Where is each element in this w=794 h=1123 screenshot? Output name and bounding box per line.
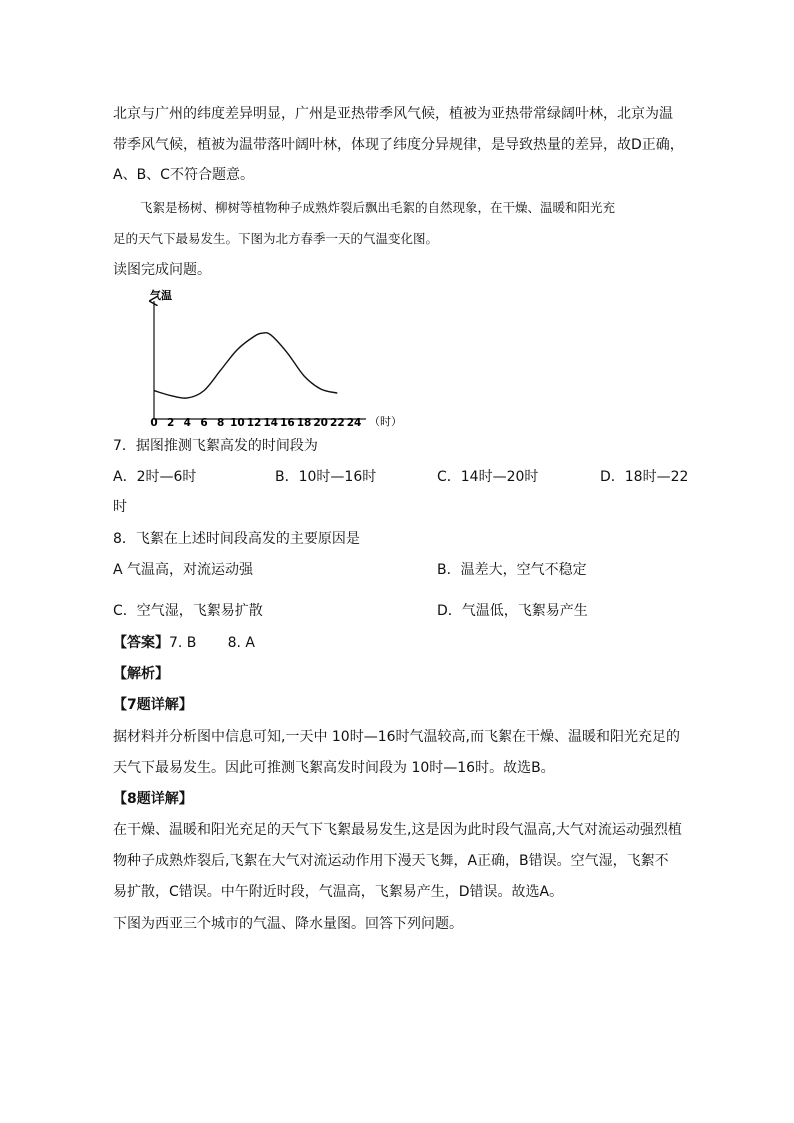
x-tick-label: 0 [150, 417, 158, 429]
q8-option-c: C．空气湿，飞絮易扩散 [113, 603, 263, 619]
answer-label: 【答案】 [113, 635, 169, 651]
temperature-line [154, 333, 337, 398]
paragraph-line: 带季风气候，植被为温带落叶阔叶林，体现了纬度分异规律，是导致热量的差异，故D正确， [113, 137, 684, 153]
detail-8-line: 在干燥、温暖和阳光充足的天气下飞絮最易发生,这是因为此时段气温高,大气对流运动强烈植 [113, 822, 682, 838]
question-8-stem: 8．飞絮在上述时间段高发的主要原因是 [113, 531, 360, 547]
material-line: 足的天气下最易发生。下图为北方春季一天的气温变化图。 [113, 231, 439, 246]
x-tick-label: 6 [200, 417, 208, 429]
x-tick-label: 12 [246, 417, 262, 429]
paragraph-line: A、B、C不符合题意。 [113, 167, 254, 183]
detail-7-line: 据材料并分析图中信息可知,一天中 10时—16时气温较高,而飞絮在干燥、温暖和阳光充足的 [113, 729, 680, 745]
q8-option-b: B．温差大，空气不稳定 [437, 562, 587, 578]
detail-7-label: 【7题详解】 [113, 697, 193, 713]
x-tick-label: 22 [330, 417, 345, 429]
paragraph-line: 北京与广州的纬度差异明显，广州是亚热带季风气候，植被为亚热带常绿阔叶林，北京为温 [113, 106, 673, 122]
x-tick-label: 2 [167, 417, 175, 429]
q7-option-d: D．18时—22 [600, 469, 689, 485]
x-tick-label: 4 [183, 417, 191, 429]
question-7-stem: 7．据图推测飞絮高发的时间段为 [113, 438, 318, 454]
x-axis-label: （时） [369, 415, 402, 428]
temperature-chart [140, 285, 410, 435]
detail-8-label: 【8题详解】 [113, 791, 193, 807]
q7-option-d-wrap: 时 [113, 499, 127, 515]
q8-option-d: D．气温低，飞絮易产生 [437, 603, 588, 619]
detail-8-line: 物种子成熟炸裂后,飞絮在大气对流运动作用下漫天飞舞，A正确，B错误。空气湿，飞絮不 [113, 853, 669, 869]
x-tick-label: 8 [217, 417, 225, 429]
x-tick-label: 20 [313, 417, 328, 429]
x-tick-label: 18 [296, 417, 312, 429]
answer-value: 7. B 8. A [169, 635, 255, 651]
y-axis-label: 气温 [150, 289, 172, 302]
answer-line [113, 633, 683, 653]
x-tick-label: 24 [346, 417, 362, 429]
analysis-label: 【解析】 [113, 666, 169, 682]
material-line: 飞絮是杨树、柳树等植物种子成熟炸裂后飘出毛絮的自然现象，在干燥、温暖和阳光充 [140, 200, 616, 215]
q8-option-a: A 气温高，对流运动强 [113, 562, 254, 578]
next-question-intro: 下图为西亚三个城市的气温、降水量图。回答下列问题。 [113, 916, 463, 932]
x-tick-label: 10 [230, 417, 245, 429]
q7-option-b: B．10时—16时 [275, 469, 377, 485]
instruction: 读图完成问题。 [113, 262, 211, 278]
q7-option-a: A．2时—6时 [113, 469, 197, 485]
detail-7-line: 天气下最易发生。因此可推测飞絮高发时间段为 10时—16时。故选B。 [113, 760, 555, 776]
x-tick-label: 16 [280, 417, 295, 429]
x-tick-label: 14 [263, 417, 278, 429]
q7-option-c: C．14时—20时 [437, 469, 539, 485]
detail-8-line: 易扩散，C错误。中午附近时段，气温高，飞絮易产生，D错误。故选A。 [113, 884, 564, 900]
